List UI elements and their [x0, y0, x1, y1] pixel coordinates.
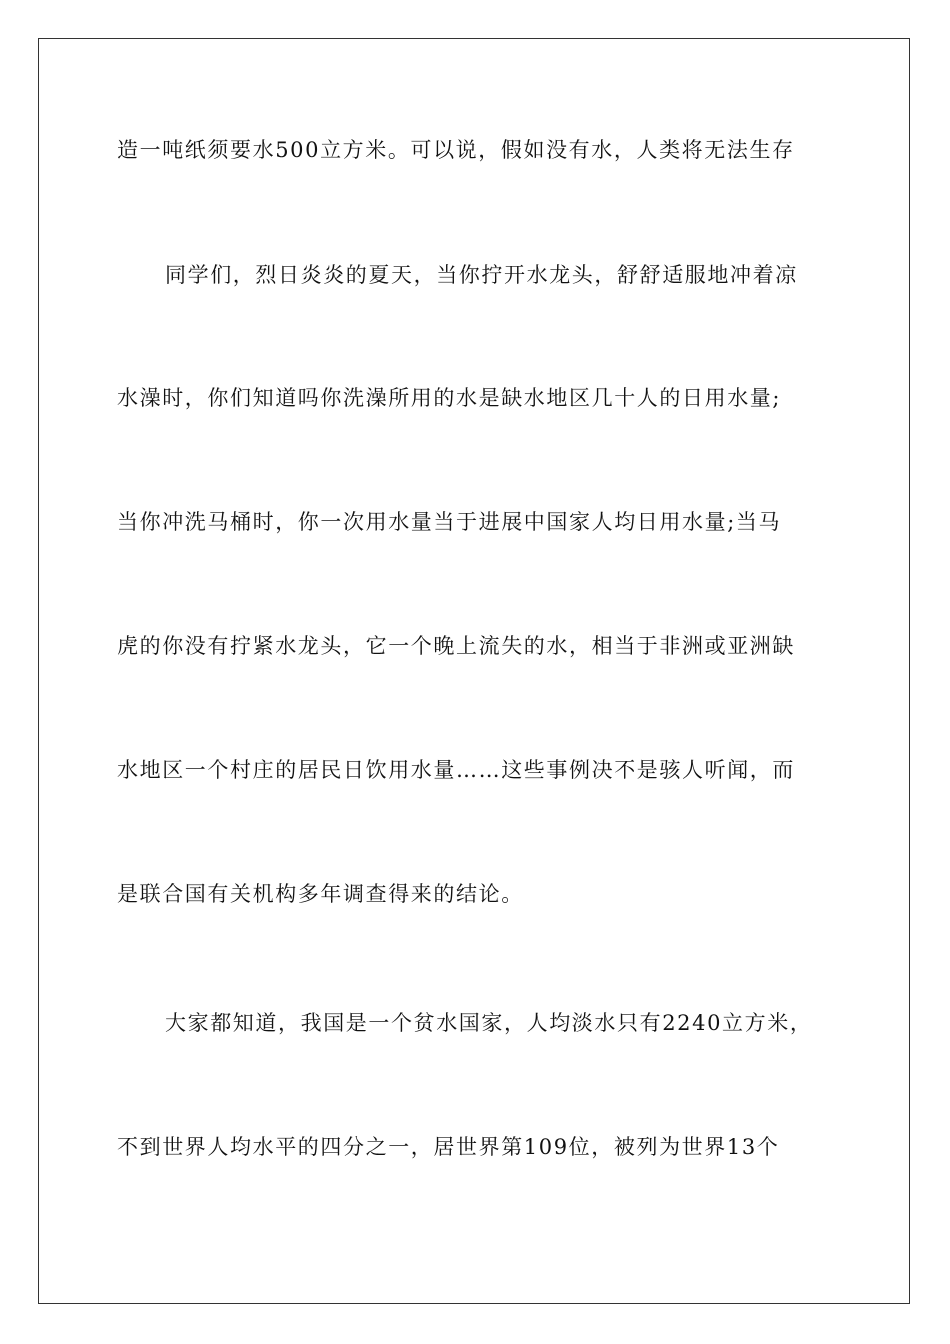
text-line: 不到世界人均水平的四分之一，居世界第109位，被列为世界13个 — [117, 1135, 780, 1159]
text-line: 当你冲洗马桶时，你一次用水量当于进展中国家人均日用水量;当马 — [117, 510, 782, 534]
text-line: 是联合国有关机构多年调查得来的结论。 — [117, 882, 524, 906]
text-line: 水澡时，你们知道吗你洗澡所用的水是缺水地区几十人的日用水量; — [117, 386, 782, 410]
paragraph-first-line: 同学们，烈日炎炎的夏天，当你拧开水龙头，舒舒适服地冲着凉 — [165, 263, 798, 287]
text-line: 造一吨纸须要水500立方米。可以说，假如没有水，人类将无法生存 — [117, 138, 795, 162]
text-line: 水地区一个村庄的居民日饮用水量……这些事例决不是骇人听闻，而 — [117, 758, 795, 782]
page-frame — [38, 38, 910, 1304]
text-line: 虎的你没有拧紧水龙头，它一个晚上流失的水，相当于非洲或亚洲缺 — [117, 634, 795, 658]
paragraph-first-line: 大家都知道，我国是一个贫水国家，人均淡水只有2240立方米， — [165, 1011, 813, 1035]
